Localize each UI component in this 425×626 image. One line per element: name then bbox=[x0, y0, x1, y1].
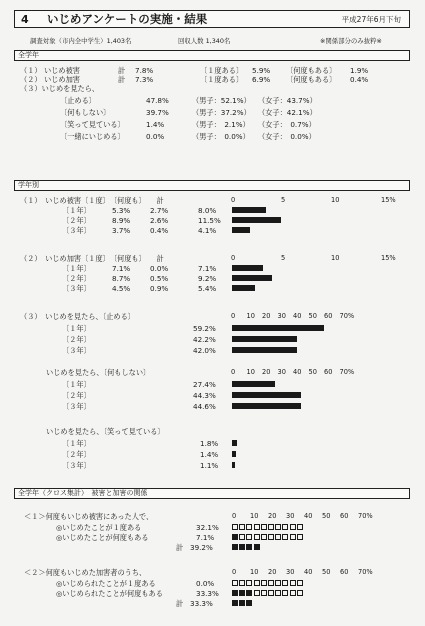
axis-tick-label: 20 bbox=[262, 368, 271, 376]
empty-square bbox=[275, 590, 281, 596]
axis-tick-label: 60 bbox=[340, 512, 349, 520]
empty-square bbox=[246, 534, 252, 540]
total-value: 4.1% bbox=[198, 226, 217, 235]
girls-value: （女子： 0.0%） bbox=[258, 132, 316, 141]
q3-heading: （３） いじめを見たら、〔止める〕 bbox=[20, 312, 135, 321]
girls-value: （女子：42.1%） bbox=[258, 108, 317, 117]
axis-tick-label: 15% bbox=[381, 254, 396, 262]
filled-square bbox=[232, 590, 238, 596]
empty-square bbox=[246, 524, 252, 530]
empty-square bbox=[275, 534, 281, 540]
empty-square bbox=[290, 534, 296, 540]
bar bbox=[232, 275, 272, 281]
total-label: 計 bbox=[118, 66, 126, 75]
empty-square bbox=[261, 534, 267, 540]
once-label: 〔１度ある〕 bbox=[200, 75, 244, 84]
cross-row-value: 33.3% bbox=[196, 589, 219, 598]
axis-tick-label: 0 bbox=[232, 512, 237, 520]
empty-square bbox=[297, 534, 303, 540]
axis-tick-label: 5 bbox=[281, 196, 286, 204]
axis-tick-label: 0 bbox=[231, 196, 236, 204]
empty-square bbox=[239, 580, 245, 586]
cross-heading: ＜１＞何度もいじめ被害にあった人で、 bbox=[24, 512, 154, 521]
boys-value: （男子：52.1%） bbox=[192, 96, 251, 105]
cross-row-value: 32.1% bbox=[196, 523, 219, 532]
cross-row-label: ◎いじめられたことが１度ある bbox=[56, 579, 156, 588]
axis-tick-label: 50 bbox=[322, 512, 331, 520]
axis-tick-label: 20 bbox=[268, 512, 277, 520]
axis-tick-label: 60 bbox=[324, 312, 333, 320]
empty-square bbox=[290, 590, 296, 596]
total-value: 7.8% bbox=[135, 66, 154, 75]
boys-value: （男子： 2.1%） bbox=[192, 120, 250, 129]
filled-square bbox=[239, 590, 245, 596]
grade-label: 〔２年〕 bbox=[62, 450, 91, 459]
once-value: 8.9% bbox=[112, 216, 131, 225]
empty-square bbox=[297, 580, 303, 586]
many-value: 0.9% bbox=[150, 284, 169, 293]
many-value: 0.4% bbox=[150, 226, 169, 235]
survey-date: 平成27年6月下旬 bbox=[341, 15, 401, 24]
empty-square bbox=[254, 524, 260, 530]
bar bbox=[232, 440, 237, 446]
cross-total-value: 33.3% bbox=[190, 599, 213, 608]
title-banner bbox=[14, 10, 410, 28]
total-value: 42.2% bbox=[193, 335, 216, 344]
filled-square bbox=[239, 600, 245, 606]
q5-heading: いじめを見たら、〔笑って見ている〕 bbox=[46, 427, 165, 436]
cross-total-label: 計 bbox=[176, 543, 184, 552]
bar bbox=[232, 403, 301, 409]
empty-square bbox=[282, 580, 288, 586]
empty-square bbox=[268, 580, 274, 586]
bar bbox=[232, 207, 266, 213]
axis-tick-label: 70% bbox=[339, 312, 355, 320]
axis-tick-label: 15% bbox=[381, 196, 396, 204]
bar bbox=[232, 227, 250, 233]
grade-label: 〔２年〕 bbox=[62, 391, 91, 400]
axis-tick-label: 20 bbox=[262, 312, 271, 320]
row-label: いじめ加害 bbox=[44, 75, 80, 84]
empty-square bbox=[282, 534, 288, 540]
grade-label: 〔１年〕 bbox=[62, 264, 91, 273]
many-value: 2.6% bbox=[150, 216, 169, 225]
empty-square bbox=[254, 580, 260, 586]
cross-row-label: ◎いじめたことが１度ある bbox=[56, 523, 142, 532]
survey-target: 調査対象（市内全中学生）1,403名 bbox=[30, 37, 132, 45]
axis-tick-label: 60 bbox=[340, 568, 349, 576]
grade-label: 〔１年〕 bbox=[62, 324, 91, 333]
filled-square bbox=[239, 544, 245, 550]
total-value: 1.1% bbox=[200, 461, 219, 470]
axis-tick-label: 70% bbox=[339, 368, 355, 376]
total-value: 7.3% bbox=[135, 75, 154, 84]
once-value: 5.9% bbox=[252, 66, 271, 75]
empty-square bbox=[254, 534, 260, 540]
cross-row-label: ◎いじめられたことが何度もある bbox=[56, 589, 163, 598]
cross-heading: ＜２＞何度もいじめた加害者のうち、 bbox=[24, 568, 147, 577]
once-value: 6.9% bbox=[252, 75, 271, 84]
axis-tick-label: 5 bbox=[281, 254, 286, 262]
row-number: （１） bbox=[20, 66, 42, 75]
filled-square bbox=[246, 590, 252, 596]
empty-square bbox=[297, 524, 303, 530]
axis-tick-label: 50 bbox=[322, 568, 331, 576]
axis-tick-label: 0 bbox=[231, 312, 236, 320]
axis-tick-label: 10 bbox=[250, 568, 259, 576]
bar bbox=[232, 381, 275, 387]
total-value: 5.4% bbox=[198, 284, 217, 293]
axis-tick-label: 30 bbox=[277, 312, 286, 320]
many-value: 0.0% bbox=[150, 264, 169, 273]
bar bbox=[232, 347, 297, 353]
grade-label: 〔２年〕 bbox=[62, 274, 91, 283]
empty-square bbox=[290, 580, 296, 586]
total-value: 7.1% bbox=[198, 264, 217, 273]
empty-square bbox=[290, 524, 296, 530]
empty-square bbox=[232, 580, 238, 586]
response-value: 47.8% bbox=[146, 96, 169, 105]
once-value: 7.1% bbox=[112, 264, 131, 273]
filled-square bbox=[232, 544, 238, 550]
row-number: （２） bbox=[20, 75, 42, 84]
cross-row-value: 7.1% bbox=[196, 533, 215, 542]
grade-label: 〔３年〕 bbox=[62, 346, 91, 355]
bar bbox=[232, 392, 301, 398]
axis-tick-label: 10 bbox=[246, 312, 255, 320]
axis-tick-label: 60 bbox=[324, 368, 333, 376]
empty-square bbox=[275, 524, 281, 530]
grade-label: 〔３年〕 bbox=[62, 402, 91, 411]
empty-square bbox=[261, 590, 267, 596]
total-value: 44.3% bbox=[193, 391, 216, 400]
axis-tick-label: 10 bbox=[331, 254, 340, 262]
axis-tick-label: 0 bbox=[232, 568, 237, 576]
page-title: いじめアンケートの実施・結果 bbox=[47, 12, 208, 26]
axis-tick-label: 10 bbox=[331, 196, 340, 204]
filled-square bbox=[254, 544, 260, 550]
empty-square bbox=[232, 524, 238, 530]
empty-square bbox=[246, 580, 252, 586]
response-value: 39.7% bbox=[146, 108, 169, 117]
once-value: 3.7% bbox=[112, 226, 131, 235]
filled-square bbox=[246, 544, 252, 550]
grade-label: 〔３年〕 bbox=[62, 461, 91, 470]
total-value: 44.6% bbox=[193, 402, 216, 411]
many-value: 0.4% bbox=[350, 75, 369, 84]
axis-tick-label: 0 bbox=[231, 254, 236, 262]
once-value: 8.7% bbox=[112, 274, 131, 283]
many-label: 〔何度もある〕 bbox=[286, 75, 337, 84]
many-label: 〔何度もある〕 bbox=[286, 66, 337, 75]
bar bbox=[232, 325, 324, 331]
girls-value: （女子：43.7%） bbox=[258, 96, 317, 105]
q3-label: （３）いじめを見たら、 bbox=[20, 84, 100, 93]
cross-row-value: 0.0% bbox=[196, 579, 215, 588]
total-value: 27.4% bbox=[193, 380, 216, 389]
many-value: 0.5% bbox=[150, 274, 169, 283]
axis-tick-label: 20 bbox=[268, 568, 277, 576]
axis-tick-label: 40 bbox=[293, 312, 302, 320]
axis-tick-label: 70% bbox=[358, 512, 373, 520]
row-label: いじめ被害 bbox=[44, 66, 80, 75]
response-label: 〔一緒にいじめる〕 bbox=[60, 132, 125, 141]
total-value: 1.8% bbox=[200, 439, 219, 448]
cross-row-label: ◎いじめたことが何度もある bbox=[56, 533, 149, 542]
empty-square bbox=[282, 524, 288, 530]
empty-square bbox=[239, 534, 245, 540]
response-label: 〔笑って見ている〕 bbox=[60, 120, 125, 129]
grade-label: 〔１年〕 bbox=[62, 380, 91, 389]
bar bbox=[232, 217, 281, 223]
many-value: 1.9% bbox=[350, 66, 369, 75]
grade-label: 〔３年〕 bbox=[62, 284, 91, 293]
total-label: 計 bbox=[118, 75, 126, 84]
total-value: 59.2% bbox=[193, 324, 216, 333]
once-value: 4.5% bbox=[112, 284, 131, 293]
bar bbox=[232, 336, 297, 342]
grade-label: 〔２年〕 bbox=[62, 335, 91, 344]
filled-square bbox=[246, 600, 252, 606]
axis-tick-label: 0 bbox=[231, 368, 236, 376]
axis-tick-label: 40 bbox=[304, 512, 313, 520]
empty-square bbox=[268, 590, 274, 596]
total-value: 9.2% bbox=[198, 274, 217, 283]
axis-tick-label: 30 bbox=[277, 368, 286, 376]
axis-tick-label: 30 bbox=[286, 568, 295, 576]
once-value: 5.3% bbox=[112, 206, 131, 215]
axis-tick-label: 10 bbox=[246, 368, 255, 376]
grade-label: 〔２年〕 bbox=[62, 216, 91, 225]
axis-tick-label: 30 bbox=[286, 512, 295, 520]
empty-square bbox=[282, 590, 288, 596]
axis-tick-label: 10 bbox=[250, 512, 259, 520]
survey-responses: 回収人数 1,340名 bbox=[178, 37, 231, 45]
cross-total-value: 39.2% bbox=[190, 543, 213, 552]
empty-square bbox=[275, 580, 281, 586]
filled-square bbox=[232, 600, 238, 606]
total-value: 11.5% bbox=[198, 216, 221, 225]
many-value: 2.7% bbox=[150, 206, 169, 215]
bar bbox=[232, 265, 263, 271]
section-number: 4 bbox=[21, 13, 29, 26]
axis-tick-label: 50 bbox=[308, 368, 317, 376]
section-cross-title: 全学年（クロス集計） 被害と加害の関係 bbox=[14, 488, 410, 499]
empty-square bbox=[297, 590, 303, 596]
empty-square bbox=[254, 590, 260, 596]
filled-square bbox=[232, 534, 238, 540]
empty-square bbox=[261, 580, 267, 586]
response-label: 〔止める〕 bbox=[60, 96, 96, 105]
axis-tick-label: 40 bbox=[293, 368, 302, 376]
q1-heading: （１） いじめ被害〔１度〕 〔何度も〕 計 bbox=[20, 196, 164, 205]
axis-tick-label: 50 bbox=[308, 312, 317, 320]
total-value: 1.4% bbox=[200, 450, 219, 459]
total-value: 8.0% bbox=[198, 206, 217, 215]
bar bbox=[232, 451, 236, 457]
q4-heading: いじめを見たら、〔何もしない〕 bbox=[46, 368, 151, 377]
section-all-grades-title: 全学年 bbox=[14, 50, 410, 61]
total-value: 42.0% bbox=[193, 346, 216, 355]
once-label: 〔１度ある〕 bbox=[200, 66, 244, 75]
boys-value: （男子：37.2%） bbox=[192, 108, 251, 117]
boys-value: （男子： 0.0%） bbox=[192, 132, 250, 141]
bar bbox=[232, 285, 255, 291]
survey-note: ※関係部分のみ抜粋※ bbox=[320, 37, 382, 45]
response-value: 1.4% bbox=[146, 120, 165, 129]
response-value: 0.0% bbox=[146, 132, 165, 141]
cross-total-label: 計 bbox=[176, 599, 184, 608]
axis-tick-label: 40 bbox=[304, 568, 313, 576]
grade-label: 〔１年〕 bbox=[62, 439, 91, 448]
bar bbox=[232, 462, 235, 468]
empty-square bbox=[239, 524, 245, 530]
q2-heading: （２） いじめ加害〔１度〕 〔何度も〕 計 bbox=[20, 254, 164, 263]
empty-square bbox=[268, 524, 274, 530]
section-by-grade-title: 学年別 bbox=[14, 180, 410, 191]
empty-square bbox=[261, 524, 267, 530]
grade-label: 〔３年〕 bbox=[62, 226, 91, 235]
axis-tick-label: 70% bbox=[358, 568, 373, 576]
empty-square bbox=[268, 534, 274, 540]
girls-value: （女子： 0.7%） bbox=[258, 120, 316, 129]
response-label: 〔何もしない〕 bbox=[60, 108, 111, 117]
grade-label: 〔１年〕 bbox=[62, 206, 91, 215]
